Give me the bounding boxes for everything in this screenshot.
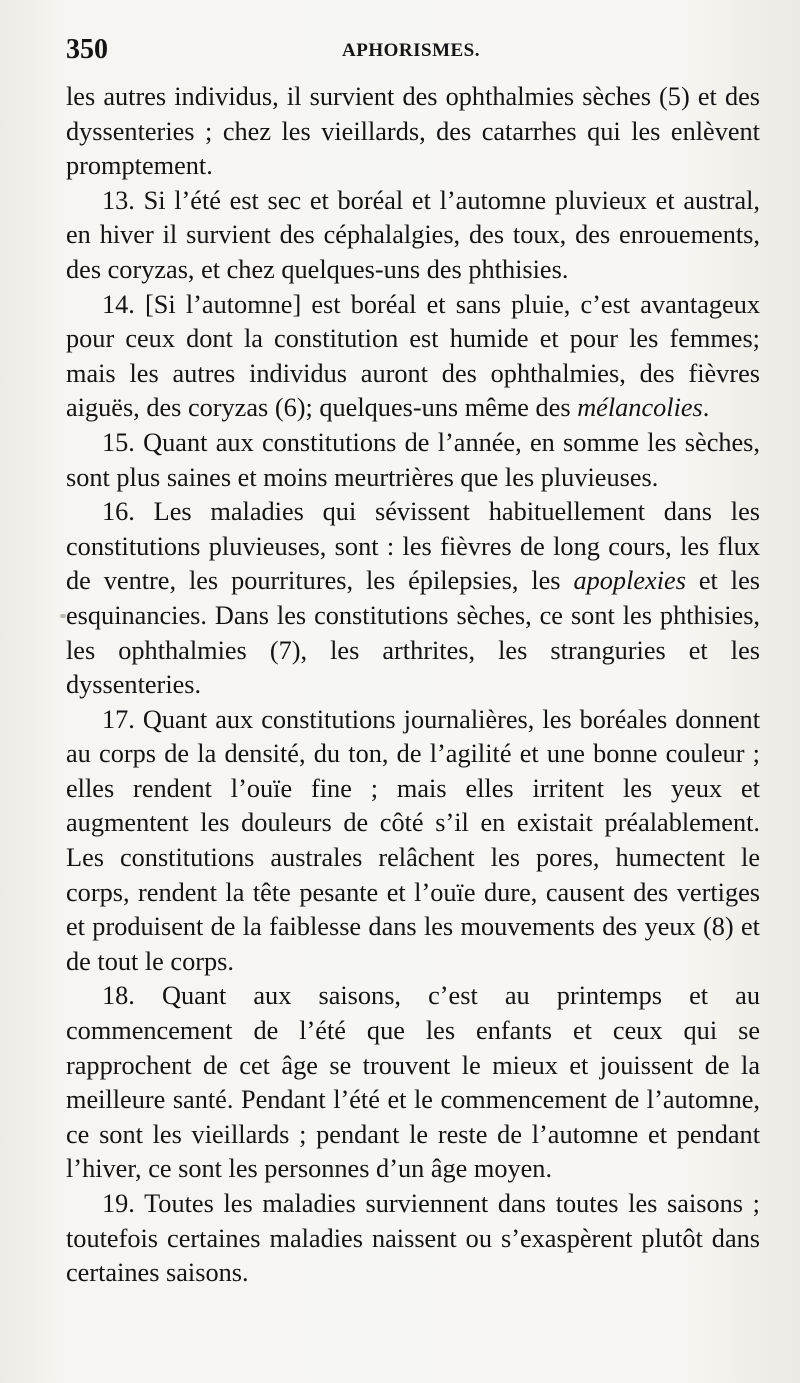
paragraph-text: Quant aux saisons, c’est au printemps et au commencement de l’été que les enfants et ceux qui se rapprochent de cet âge se trouvent le mieux et jouissent de la meilleure santé. Pendant l’été et le commencement de l’automne, ce sont les vieillards ; pendant le reste de l’automne et pendant l’hiver, ce sont les personnes d’un âge moyen.: [66, 981, 760, 1184]
paragraph-text: les autres individus, il survient des ophthalmies sèches (5) et des dyssenteries ; chez les vieillards, des catarrhes qui les enlèvent promptement.: [66, 82, 760, 181]
ink-smudge: [60, 614, 66, 618]
paragraph-text-end: et les esquinancies. Dans les constitutions sèches, ce sont les phthisies, les ophthalmies (7), les arthrites, les stranguries et les dyssenteries.: [66, 566, 761, 700]
page-header: [66, 34, 760, 74]
paragraph-text-end: .: [702, 393, 710, 423]
aphorism-13: [66, 184, 760, 288]
aphorism-number: 18.: [102, 981, 135, 1011]
italic-term: mélancolies: [577, 393, 703, 423]
aphorism-number: 17.: [102, 704, 135, 734]
aphorism-number: 13.: [102, 185, 135, 215]
paragraph-text: Si l’été est sec et boréal et l’automne pluvieux et austral, en hiver il survient des céphalalgies, des toux, des enrouements, des coryzas, et chez quelques-uns des phthisies.: [66, 185, 761, 284]
paragraph-text: Quant aux constitutions de l’année, en somme les sèches, sont plus saines et moins meurtrières que les pluvieuses.: [66, 427, 760, 492]
aphorism-17: [66, 703, 760, 980]
aphorism-number: 15.: [102, 427, 135, 457]
paragraph-text: [Si l’automne] est boréal et sans pluie, c’est avantageux pour ceux dont la constitution est humide et pour les femmes; mais les autres individus auront des ophthalmies, des fièvres aiguës, des coryzas (6); quelques-uns même des: [66, 289, 760, 423]
aphorism-15: [66, 426, 760, 495]
body-text: [66, 80, 760, 1291]
aphorism-16: [66, 495, 760, 703]
aphorism-19: [66, 1187, 760, 1291]
paragraph-text: Toutes les maladies surviennent dans toutes les saisons ; toutefois certaines maladies naissent ou s’exaspèrent plutôt dans certaines saisons.: [66, 1189, 760, 1288]
page-number: 350: [66, 34, 108, 65]
aphorism-number: 19.: [102, 1189, 135, 1218]
paragraph-continuation: [66, 80, 760, 184]
aphorism-14: [66, 288, 760, 426]
running-head: APHORISMES.: [342, 40, 480, 61]
aphorism-18: [66, 979, 760, 1187]
aphorism-number: 16.: [102, 497, 135, 527]
italic-term: apoplexies: [573, 566, 686, 596]
aphorism-number: 14.: [102, 289, 135, 319]
paragraph-text: Les maladies qui sévissent habituellement dans les constitutions pluvieuses, sont : les fièvres de long cours, les flux de ventre, les pourritures, les épilepsies, les: [66, 497, 760, 596]
paragraph-text: Quant aux constitutions journalières, les boréales donnent au corps de la densité, du ton, de l’agilité et une bonne couleur ; elles rendent l’ouïe fine ; mais elles irritent les yeux et augmentent les douleurs de côté s’il en existait préalablement. Les constitutions australes relâchent les pores, humectent le corps, rendent la tête pesante et l’ouïe dure, causent des vertiges et produisent de la faiblesse dans les mouvements des yeux (8) et de tout le corps.: [66, 704, 761, 976]
